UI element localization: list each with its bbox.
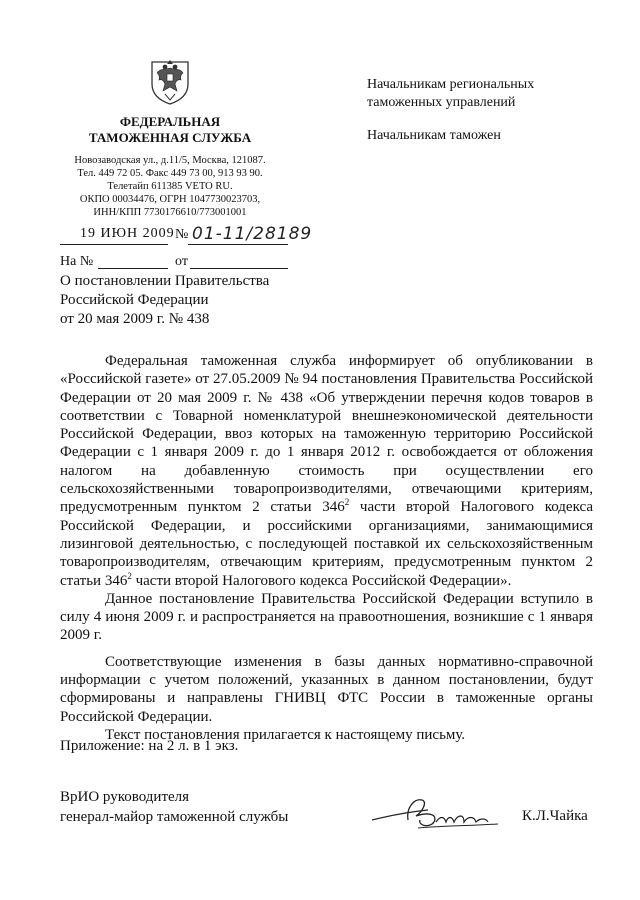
signatory-title-line: генерал-майор таможенной службы (60, 809, 289, 825)
address-line: ИНН/КПП 7730176610/773001001 (93, 207, 247, 218)
org-name-line1: ФЕДЕРАЛЬНАЯ (119, 114, 221, 129)
body-paragraph-1: Федеральная таможенная служба информирует об опубликовании в «Российской газете» от 27.05.2009 № 94 постановления Правительства Российской Федерации от 20 мая 2009 г. № 438 «Об утверждении перечня кодов товаров в соответствии с Товарной номенклатурой внешнеэкономической деятельности Российской Федерации, ввоз которых на таможенную территорию Российской Федерации с 1 января 2009 г. до 1 января 2012 г. освобождается от обложения налогом на добавленную стоимость при осуществлении его сельскохозяйственными товаропроизводителями, отвечающими критериям, предусмотренным пунктом 2 статьи $346^2$ части второй Налогового кодекса Российской Федерации, и российскими организациями, занимающимися лизинговой деятельностью, с последующей поставкой их сельскохозяйственным товаропроизводителям, отвечающим критериям, предусмотренным пунктом 2 статьи $346^2$ части второй Налогового кодекса Российской Федерации». (60, 353, 593, 589)
date-underline (60, 244, 168, 245)
address-line: Тел. 449 72 05. Факс 449 73 00, 913 93 90. (77, 168, 263, 179)
letter-body (60, 352, 593, 744)
handwritten-signature (368, 790, 508, 834)
reference-number-label: На № (60, 254, 94, 269)
signatory-title-line: ВрИО руководителя (60, 789, 190, 805)
organization-address (52, 154, 288, 219)
reference-number-underline (98, 268, 168, 269)
subject-line: от 20 мая 2009 г. № 438 (60, 311, 210, 327)
recipient-line: Начальникам региональных (367, 77, 535, 92)
address-line: Телетайп 611385 VETO RU. (107, 181, 233, 192)
subject-line: О постановлении Правительства (60, 273, 270, 289)
signatory-title (60, 787, 288, 827)
subject-line: Российской Федерации (60, 292, 209, 308)
number-underline (188, 244, 288, 245)
recipient-line: таможенных управлений (367, 95, 516, 110)
reference-from-underline (190, 268, 288, 269)
number-label: № (175, 227, 189, 242)
body-paragraph-2: Данное постановление Правительства Российской Федерации вступило в силу 4 июня 2009 г. и распространяется на правоотношения, возникшие с 1 января 2009 г. (60, 590, 593, 644)
registration-date-stamp: 19 ИЮН 2009 (80, 226, 175, 241)
reference-from-label: от (175, 254, 188, 269)
signatory-name: К.Л.Чайка (522, 808, 588, 824)
registration-number-handwritten: 01-11/28189 (192, 224, 313, 244)
address-line: Новозаводская ул., д.11/5, Москва, 121087. (74, 155, 266, 166)
body-paragraph-3: Соответствующие изменения в базы данных нормативно-справочной информации с учетом положений, указанных в данном постановлении, будут сформированы и направлены ГНИВЦ ФТС России в таможенные органы Российской Федерации. (60, 653, 593, 725)
body-paragraph-4: Текст постановления прилагается к настоящему письму. (105, 726, 466, 743)
letter-subject (60, 272, 269, 329)
coat-of-arms-emblem (148, 56, 192, 106)
recipient-line: Начальникам таможен (367, 128, 501, 143)
organization-name (70, 114, 270, 146)
address-line: ОКПО 00034476, ОГРН 1047730023703, (79, 194, 261, 205)
attachment-note: Приложение: на 2 л. в 1 экз. (60, 738, 239, 754)
org-name-line2: ТАМОЖЕННАЯ СЛУЖБА (88, 130, 252, 145)
